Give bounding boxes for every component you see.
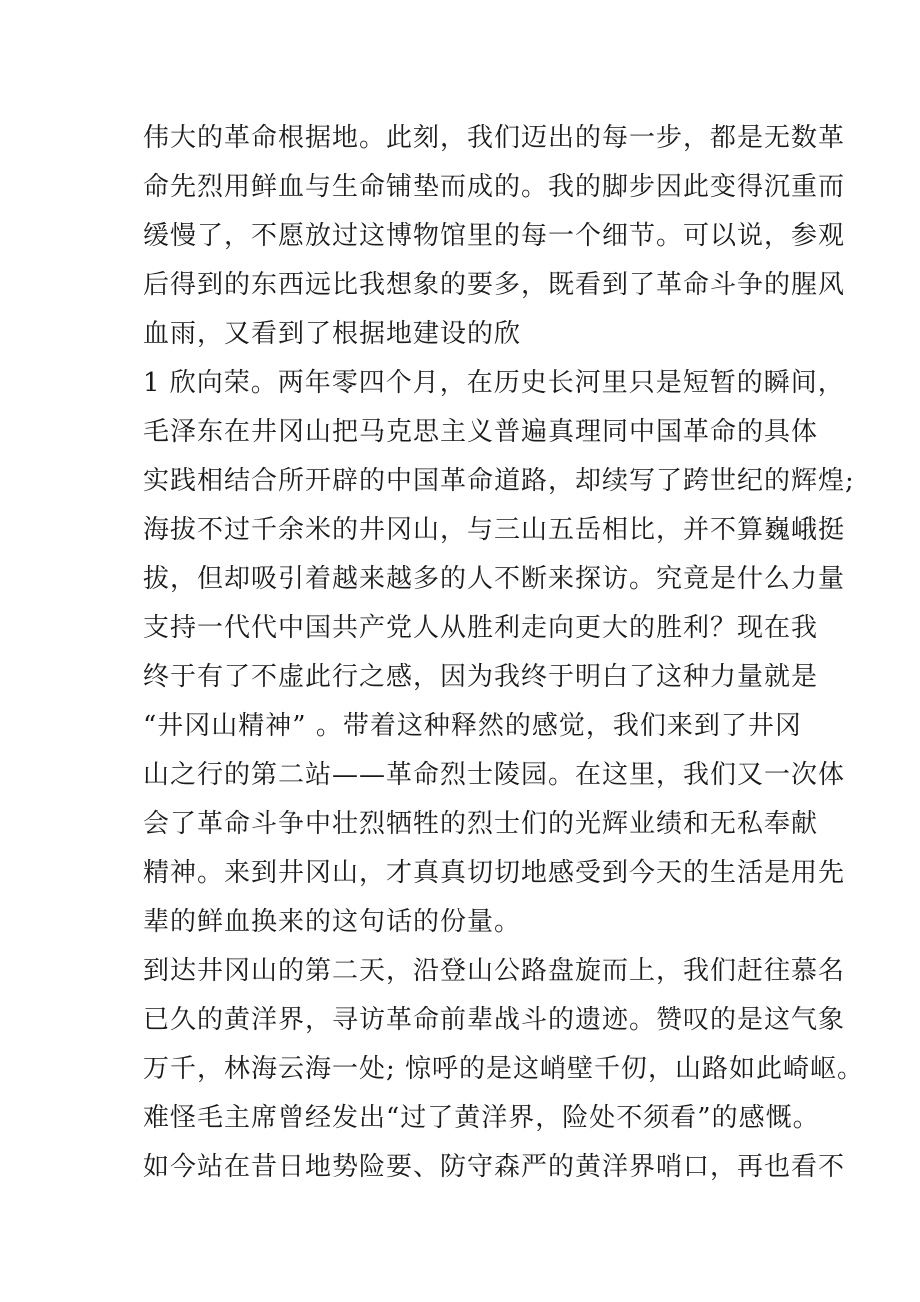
text-line: 终于有了不虚此行之感，因为我终于明白了这种力量就是 xyxy=(143,662,819,692)
text-line: 血雨，又看到了根据地建设的欣 xyxy=(143,319,522,349)
text-line: 已久的黄洋界，寻访革命前辈战斗的遗迹。赞叹的是这气象 xyxy=(143,1005,846,1035)
text-line: 拔，但却吸引着越来越多的人不断来探访。究竟是什么力量 xyxy=(143,564,846,594)
text-line: 万千，林海云海一处; 惊呼的是这峭壁千仞，山路如此崎岖。 xyxy=(143,1054,865,1084)
text-line: 后得到的东西远比我想象的要多，既看到了革命斗争的腥风 xyxy=(143,270,846,300)
text-line: 山之行的第二站——革命烈士陵园。在这里，我们又一次体 xyxy=(143,760,846,790)
text-line: 实践相结合所开辟的中国革命道路，却续写了跨世纪的辉煌; xyxy=(143,466,855,496)
text-line: 支持一代代中国共产党人从胜利走向更大的胜利？现在我 xyxy=(143,613,819,643)
text-line: 缓慢了，不愿放过这博物馆里的每一个细节。可以说，参观 xyxy=(143,221,846,251)
text-line: 辈的鲜血换来的这句话的份量。 xyxy=(143,907,522,937)
text-line: 精神。来到井冈山，才真真切切地感受到今天的生活是用先 xyxy=(143,858,846,888)
text-line: “井冈山精神” 。带着这种释然的感觉，我们来到了井冈 xyxy=(143,711,802,741)
text-line: 到达井冈山的第二天，沿登山公路盘旋而上，我们赶往慕名 xyxy=(143,956,846,986)
text-line: 如今站在昔日地势险要、防守森严的黄洋界哨口，再也看不 xyxy=(143,1152,846,1182)
text-line: 命先烈用鲜血与生命铺垫而成的。我的脚步因此变得沉重而 xyxy=(143,172,846,202)
text-line: 1 欣向荣。两年零四个月，在历史长河里只是短暂的瞬间， xyxy=(143,368,845,398)
body-text xyxy=(143,114,865,1192)
text-line: 伟大的革命根据地。此刻，我们迈出的每一步，都是无数革 xyxy=(143,123,846,153)
text-line: 难怪毛主席曾经发出“过了黄洋界，险处不须看”的感慨。 xyxy=(143,1103,820,1133)
text-line: 海拔不过千余米的井冈山，与三山五岳相比，并不算巍峨挺 xyxy=(143,515,846,545)
text-line: 毛泽东在井冈山把马克思主义普遍真理同中国革命的具体 xyxy=(143,417,819,447)
text-line: 会了革命斗争中壮烈牺牲的烈士们的光辉业绩和无私奉献 xyxy=(143,809,819,839)
